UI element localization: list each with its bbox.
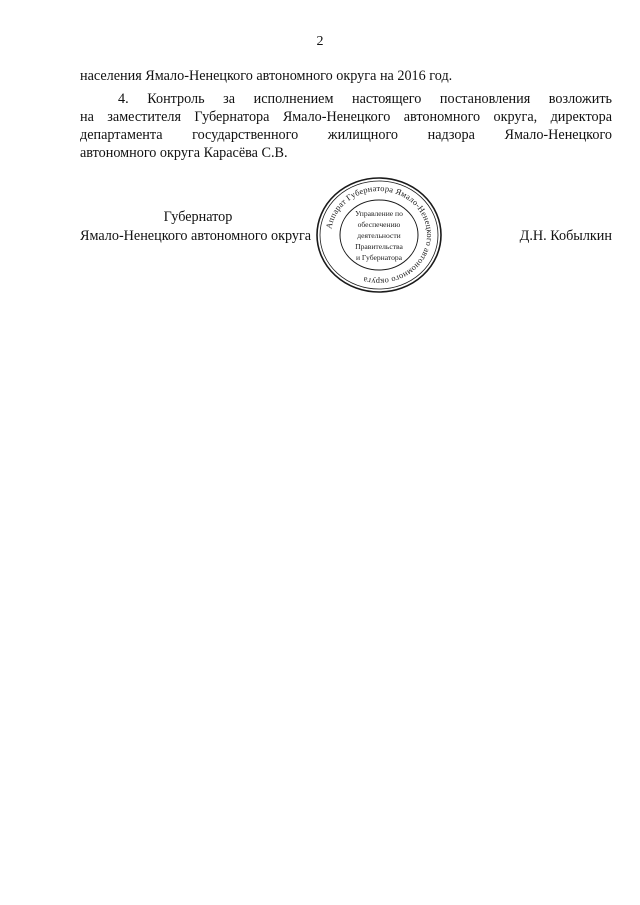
body-line-3: на заместителя Губернатора Ямало-Ненецкого автономного округа, директора xyxy=(80,109,612,125)
page-number: 2 xyxy=(316,34,324,49)
body-line-5: автономного округа Карасёва С.В. xyxy=(80,145,288,161)
official-stamp xyxy=(312,174,446,296)
stamp-inner-line-4: Правительства xyxy=(355,242,403,251)
stamp-inner-line-1: Управление по xyxy=(355,209,403,218)
stamp-ring-text: Аппарат Губернатора Ямало-Ненецкого автономного округа xyxy=(324,183,435,287)
signature-name: Д.Н. Кобылкин xyxy=(519,228,612,244)
body-line-2: 4. Контроль за исполнением настоящего постановления возложить xyxy=(118,91,612,107)
stamp-inner-line-5: и Губернатора xyxy=(355,253,403,262)
body-line-4: департамента государственного жилищного надзора Ямало-Ненецкого xyxy=(80,127,612,143)
signature-title-line-2: Ямало-Ненецкого автономного округа xyxy=(80,228,312,244)
stamp-inner-line-3: деятельности xyxy=(357,231,401,240)
signature-title-line-1: Губернатор xyxy=(163,209,233,225)
stamp-seal-icon xyxy=(312,174,446,296)
stamp-inner-line-2: обеспечению xyxy=(357,220,401,229)
body-line-1: населения Ямало-Ненецкого автономного округа на 2016 год. xyxy=(80,68,453,84)
